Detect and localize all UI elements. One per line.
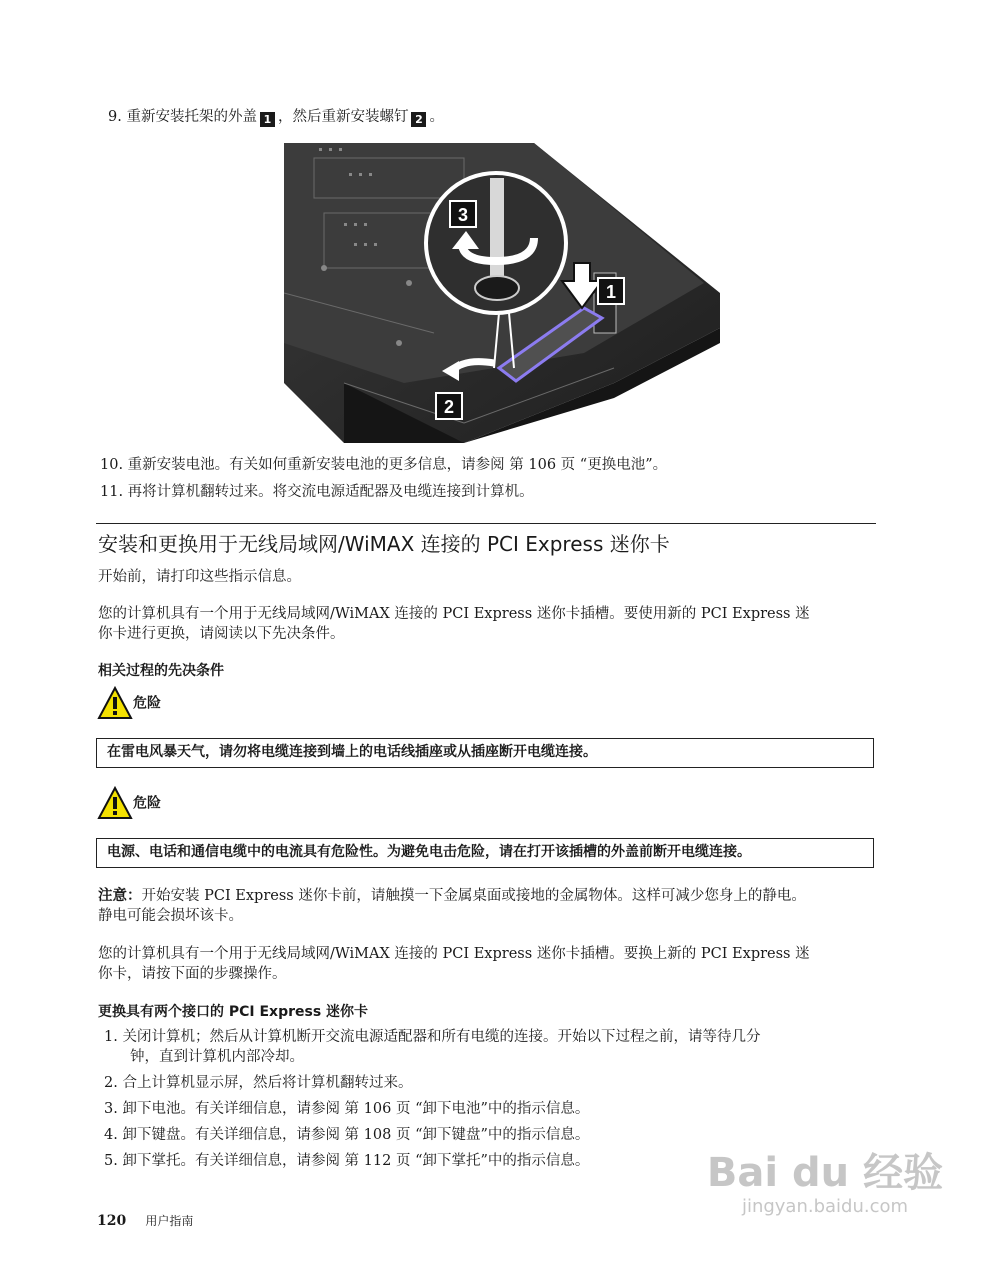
step-number: 3.: [104, 1101, 118, 1117]
callout-1: 1: [260, 112, 275, 127]
procedure-step: [104, 1125, 589, 1146]
step-text: 重新安装电池。有关如何重新安装电池的更多信息，请参阅 第 106 页 “更换电池”。: [127, 457, 668, 473]
figure-callout-3: 3: [457, 205, 469, 225]
watermark: [700, 1150, 950, 1218]
danger-notice: [97, 786, 161, 820]
doc-title: 用户指南: [145, 1214, 194, 1228]
step-text: 卸下键盘。有关详细信息，请参阅 第 108 页 “卸下键盘”中的指示信息。: [122, 1127, 590, 1143]
figure-callout-2: 2: [443, 397, 455, 417]
note-line: [98, 886, 806, 907]
step-continuation: 钟，直到计算机内部冷却。: [130, 1049, 304, 1065]
step-9: [108, 107, 444, 128]
step-text: ，然后重新安装螺钉: [277, 109, 409, 125]
procedure-step: [104, 1027, 760, 1048]
step-number: 2.: [104, 1075, 118, 1091]
step-text: 卸下电池。有关详细信息，请参阅 第 106 页 “卸下电池”中的指示信息。: [122, 1101, 590, 1117]
procedure-step: [104, 1099, 589, 1120]
step-number: 10.: [100, 457, 124, 473]
section-title: 安装和更换用于无线局域网/WiMAX 连接的 PCI Express 迷你卡: [98, 532, 670, 556]
intro-paragraph-line: 您的计算机具有一个用于无线局域网/WiMAX 连接的 PCI Express 迷你卡插槽。要换上新的 PCI Express 迷: [98, 946, 810, 962]
page-number: 120: [97, 1213, 127, 1229]
intro-paragraph-line: 您的计算机具有一个用于无线局域网/WiMAX 连接的 PCI Express 迷你卡插槽。要使用新的 PCI Express 迷: [98, 606, 810, 622]
danger-text: 在雷电风暴天气，请勿将电缆连接到墙上的电话线插座或从插座断开电缆连接。: [107, 744, 597, 760]
watermark-logo: Bai du 经验: [706, 1150, 944, 1196]
step-number: 1.: [104, 1029, 118, 1045]
step-text: 关闭计算机；然后从计算机断开交流电源适配器和所有电缆的连接。开始以下过程之前，请等待几分: [122, 1029, 761, 1045]
step-text: 再将计算机翻转过来。将交流电源适配器及电缆连接到计算机。: [127, 484, 534, 500]
note-line: 静电可能会损坏该卡。: [98, 908, 243, 924]
step-number: 5.: [104, 1153, 118, 1169]
step-text: 合上计算机显示屏，然后将计算机翻转过来。: [122, 1075, 413, 1091]
danger-label: 危险: [133, 795, 161, 812]
step-11: [100, 482, 534, 503]
watermark-url: jingyan.baidu.com: [741, 1196, 909, 1217]
note-label: 注意：: [98, 888, 142, 904]
danger-notice: [97, 686, 161, 720]
step-text: 卸下掌托。有关详细信息，请参阅 第 112 页 “卸下掌托”中的指示信息。: [122, 1153, 590, 1169]
danger-label: 危险: [133, 695, 161, 712]
procedure-step: [104, 1073, 412, 1094]
step-text: 。: [429, 109, 444, 125]
laptop-illustration: [284, 143, 720, 443]
danger-box: [96, 738, 874, 768]
callout-2: 2: [411, 112, 426, 127]
figure-callout-1: 1: [605, 282, 617, 302]
section-rule: [96, 523, 876, 524]
note-text: 开始安装 PCI Express 迷你卡前，请触摸一下金属桌面或接地的金属物体。这样可减少您身上的静电。: [141, 888, 806, 904]
intro-paragraph-line: 你卡，请按下面的步骤操作。: [98, 966, 287, 982]
intro-paragraph-line: 你卡进行更换，请阅读以下先决条件。: [98, 626, 345, 642]
warning-icon: [97, 786, 133, 820]
replace-heading: 更换具有两个接口的 PCI Express 迷你卡: [98, 1004, 369, 1020]
prereq-heading: 相关过程的先决条件: [98, 663, 224, 679]
warning-icon: [97, 686, 133, 720]
procedure-step: [104, 1151, 589, 1172]
step-10: [100, 455, 667, 476]
step-number: 9.: [108, 109, 122, 125]
step-number: 4.: [104, 1127, 118, 1143]
page-footer: [97, 1210, 193, 1229]
step-number: 11.: [100, 484, 124, 500]
intro-text: 开始前，请打印这些指示信息。: [98, 569, 301, 585]
step-text: 重新安装托架的外盖: [126, 109, 257, 125]
danger-text: 电源、电话和通信电缆中的电流具有危险性。为避免电击危险，请在打开该插槽的外盖前断开电缆连接。: [107, 844, 751, 860]
laptop-bottom-drawing: [284, 143, 720, 443]
danger-box: [96, 838, 874, 868]
